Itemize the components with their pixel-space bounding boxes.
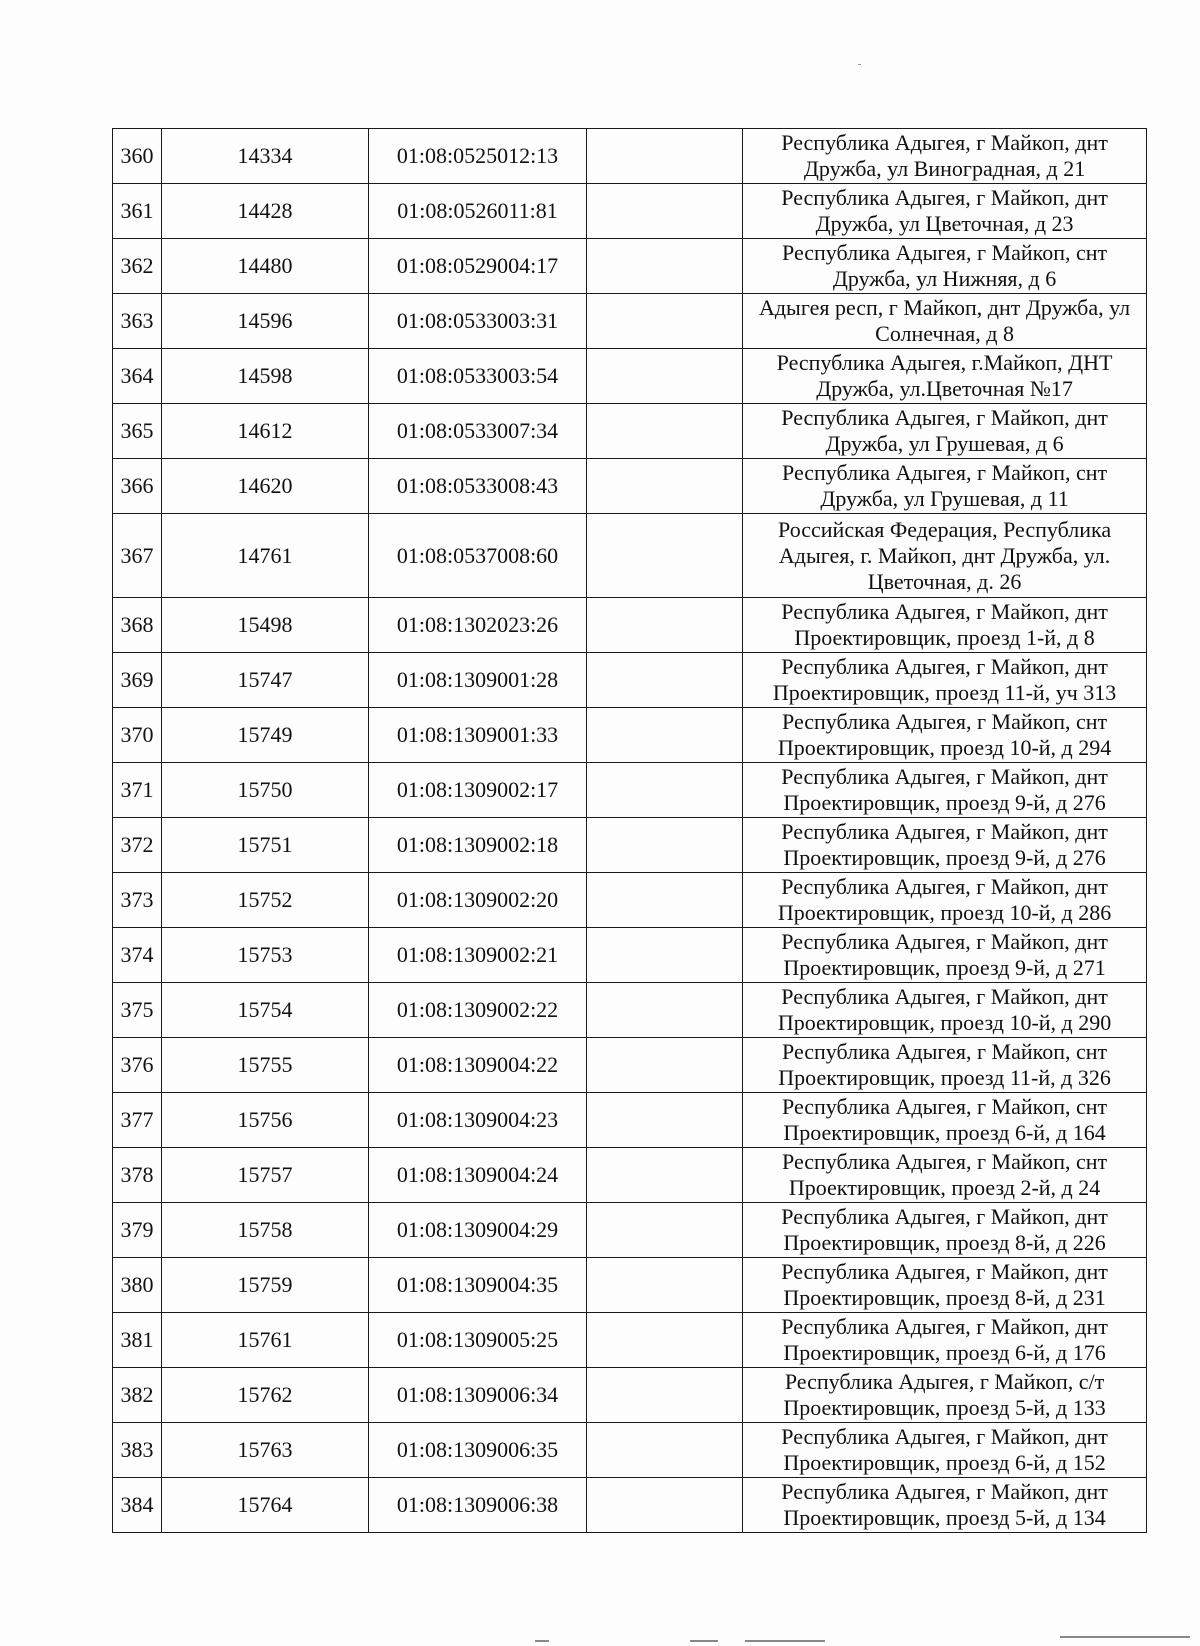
row-number-cell: 371: [113, 763, 162, 818]
record-id-cell: 15761: [161, 1313, 368, 1368]
address-cell: Республика Адыгея, г Майкоп, днт Дружба, ул Грушевая, д 6: [743, 404, 1147, 459]
records-table: [112, 128, 1147, 1533]
record-id-cell: 15758: [161, 1203, 368, 1258]
record-id-cell: 15755: [161, 1038, 368, 1093]
table-row: [113, 983, 1147, 1038]
address-cell: Республика Адыгея, г Майкоп, днт Проектировщик, проезд 9-й, д 276: [743, 763, 1147, 818]
address-cell: Республика Адыгея, г Майкоп, днт Дружба, ул Цветочная, д 23: [743, 184, 1147, 239]
cadastral-number-cell: 01:08:1309002:18: [369, 818, 587, 873]
cadastral-number-cell: 01:08:0533007:34: [369, 404, 587, 459]
row-number-cell: 373: [113, 873, 162, 928]
scan-artifact-dot: [858, 64, 861, 65]
record-id-cell: 15751: [161, 818, 368, 873]
table-row: [113, 459, 1147, 514]
table-row: [113, 1258, 1147, 1313]
empty-cell: [586, 1258, 742, 1313]
scan-artifact-line: [1060, 1636, 1190, 1638]
record-id-cell: 15756: [161, 1093, 368, 1148]
table-row: [113, 349, 1147, 404]
row-number-cell: 374: [113, 928, 162, 983]
record-id-cell: 15762: [161, 1368, 368, 1423]
address-cell: Республика Адыгея, г Майкоп, днт Проектировщик, проезд 10-й, д 290: [743, 983, 1147, 1038]
table-row: [113, 873, 1147, 928]
record-id-cell: 15754: [161, 983, 368, 1038]
record-id-cell: 15498: [161, 598, 368, 653]
cadastral-number-cell: 01:08:0533008:43: [369, 459, 587, 514]
cadastral-number-cell: 01:08:1309005:25: [369, 1313, 587, 1368]
address-cell: Республика Адыгея, г Майкоп, снт Проектировщик, проезд 11-й, д 326: [743, 1038, 1147, 1093]
empty-cell: [586, 983, 742, 1038]
table-row: [113, 404, 1147, 459]
row-number-cell: 383: [113, 1423, 162, 1478]
record-id-cell: 15763: [161, 1423, 368, 1478]
table-row: [113, 1148, 1147, 1203]
address-cell: Республика Адыгея, г Майкоп, днт Проектировщик, проезд 9-й, д 276: [743, 818, 1147, 873]
scan-artifact-line: [690, 1640, 718, 1642]
cadastral-number-cell: 01:08:1309006:35: [369, 1423, 587, 1478]
address-cell: Республика Адыгея, г Майкоп, днт Проектировщик, проезд 9-й, д 271: [743, 928, 1147, 983]
empty-cell: [586, 129, 742, 184]
table-row: [113, 294, 1147, 349]
address-cell: Республика Адыгея, г Майкоп, с/т Проектировщик, проезд 5-й, д 133: [743, 1368, 1147, 1423]
row-number-cell: 372: [113, 818, 162, 873]
record-id-cell: 14761: [161, 514, 368, 598]
empty-cell: [586, 873, 742, 928]
table-row: [113, 514, 1147, 598]
address-cell: Республика Адыгея, г Майкоп, снт Дружба, ул Грушевая, д 11: [743, 459, 1147, 514]
empty-cell: [586, 404, 742, 459]
cadastral-number-cell: 01:08:1309001:28: [369, 653, 587, 708]
table-row: [113, 763, 1147, 818]
cadastral-number-cell: 01:08:1309004:23: [369, 1093, 587, 1148]
row-number-cell: 361: [113, 184, 162, 239]
table-row: [113, 1368, 1147, 1423]
table-row: [113, 1423, 1147, 1478]
record-id-cell: 14612: [161, 404, 368, 459]
scan-artifact-line: [745, 1640, 825, 1642]
record-id-cell: 14480: [161, 239, 368, 294]
empty-cell: [586, 184, 742, 239]
empty-cell: [586, 1313, 742, 1368]
record-id-cell: 15750: [161, 763, 368, 818]
empty-cell: [586, 1148, 742, 1203]
record-id-cell: 15757: [161, 1148, 368, 1203]
cadastral-number-cell: 01:08:1309001:33: [369, 708, 587, 763]
cadastral-number-cell: 01:08:1309006:38: [369, 1478, 587, 1533]
empty-cell: [586, 598, 742, 653]
address-cell: Республика Адыгея, г Майкоп, днт Проектировщик, проезд 5-й, д 134: [743, 1478, 1147, 1533]
record-id-cell: 15759: [161, 1258, 368, 1313]
table-row: [113, 1203, 1147, 1258]
empty-cell: [586, 763, 742, 818]
empty-cell: [586, 294, 742, 349]
table-row: [113, 1038, 1147, 1093]
record-id-cell: 15749: [161, 708, 368, 763]
cadastral-number-cell: 01:08:0533003:31: [369, 294, 587, 349]
cadastral-number-cell: 01:08:0537008:60: [369, 514, 587, 598]
empty-cell: [586, 1093, 742, 1148]
table-row: [113, 184, 1147, 239]
address-cell: Республика Адыгея, г Майкоп, днт Дружба, ул Виноградная, д 21: [743, 129, 1147, 184]
row-number-cell: 377: [113, 1093, 162, 1148]
cadastral-number-cell: 01:08:0533003:54: [369, 349, 587, 404]
empty-cell: [586, 708, 742, 763]
row-number-cell: 366: [113, 459, 162, 514]
address-cell: Республика Адыгея, г Майкоп, снт Дружба, ул Нижняя, д 6: [743, 239, 1147, 294]
empty-cell: [586, 928, 742, 983]
row-number-cell: 376: [113, 1038, 162, 1093]
address-cell: Республика Адыгея, г Майкоп, днт Проектировщик, проезд 6-й, д 152: [743, 1423, 1147, 1478]
cadastral-number-cell: 01:08:0526011:81: [369, 184, 587, 239]
records-table-body: [113, 129, 1147, 1533]
cadastral-number-cell: 01:08:0529004:17: [369, 239, 587, 294]
table-row: [113, 708, 1147, 763]
cadastral-number-cell: 01:08:1302023:26: [369, 598, 587, 653]
cadastral-number-cell: 01:08:1309002:22: [369, 983, 587, 1038]
cadastral-number-cell: 01:08:1309004:24: [369, 1148, 587, 1203]
table-row: [113, 653, 1147, 708]
record-id-cell: 14596: [161, 294, 368, 349]
address-cell: Республика Адыгея, г Майкоп, днт Проектировщик, проезд 8-й, д 231: [743, 1258, 1147, 1313]
empty-cell: [586, 239, 742, 294]
row-number-cell: 368: [113, 598, 162, 653]
address-cell: Республика Адыгея, г Майкоп, снт Проектировщик, проезд 10-й, д 294: [743, 708, 1147, 763]
empty-cell: [586, 1203, 742, 1258]
row-number-cell: 375: [113, 983, 162, 1038]
record-id-cell: 15747: [161, 653, 368, 708]
table-row: [113, 1093, 1147, 1148]
cadastral-number-cell: 01:08:1309002:21: [369, 928, 587, 983]
empty-cell: [586, 1368, 742, 1423]
address-cell: Республика Адыгея, г Майкоп, днт Проектировщик, проезд 6-й, д 176: [743, 1313, 1147, 1368]
address-cell: Республика Адыгея, г Майкоп, днт Проектировщик, проезд 1-й, д 8: [743, 598, 1147, 653]
row-number-cell: 382: [113, 1368, 162, 1423]
address-cell: Адыгея респ, г Майкоп, днт Дружба, ул Солнечная, д 8: [743, 294, 1147, 349]
cadastral-number-cell: 01:08:0525012:13: [369, 129, 587, 184]
row-number-cell: 384: [113, 1478, 162, 1533]
row-number-cell: 379: [113, 1203, 162, 1258]
table-row: [113, 129, 1147, 184]
cadastral-number-cell: 01:08:1309002:17: [369, 763, 587, 818]
row-number-cell: 362: [113, 239, 162, 294]
cadastral-number-cell: 01:08:1309004:22: [369, 1038, 587, 1093]
table-row: [113, 239, 1147, 294]
address-cell: Российская Федерация, Республика Адыгея, г. Майкоп, днт Дружба, ул. Цветочная, д. 26: [743, 514, 1147, 598]
address-cell: Республика Адыгея, г Майкоп, днт Проектировщик, проезд 8-й, д 226: [743, 1203, 1147, 1258]
empty-cell: [586, 818, 742, 873]
row-number-cell: 369: [113, 653, 162, 708]
record-id-cell: 14428: [161, 184, 368, 239]
record-id-cell: 15752: [161, 873, 368, 928]
cadastral-number-cell: 01:08:1309006:34: [369, 1368, 587, 1423]
record-id-cell: 14620: [161, 459, 368, 514]
address-cell: Республика Адыгея, г Майкоп, днт Проектировщик, проезд 10-й, д 286: [743, 873, 1147, 928]
row-number-cell: 363: [113, 294, 162, 349]
table-row: [113, 1313, 1147, 1368]
record-id-cell: 14334: [161, 129, 368, 184]
row-number-cell: 367: [113, 514, 162, 598]
address-cell: Республика Адыгея, г Майкоп, днт Проектировщик, проезд 11-й, уч 313: [743, 653, 1147, 708]
row-number-cell: 380: [113, 1258, 162, 1313]
row-number-cell: 378: [113, 1148, 162, 1203]
address-cell: Республика Адыгея, г.Майкоп, ДНТ Дружба, ул.Цветочная №17: [743, 349, 1147, 404]
record-id-cell: 15764: [161, 1478, 368, 1533]
empty-cell: [586, 1478, 742, 1533]
cadastral-number-cell: 01:08:1309004:35: [369, 1258, 587, 1313]
row-number-cell: 365: [113, 404, 162, 459]
address-cell: Республика Адыгея, г Майкоп, снт Проектировщик, проезд 6-й, д 164: [743, 1093, 1147, 1148]
empty-cell: [586, 1423, 742, 1478]
table-row: [113, 818, 1147, 873]
row-number-cell: 370: [113, 708, 162, 763]
row-number-cell: 364: [113, 349, 162, 404]
table-row: [113, 928, 1147, 983]
address-cell: Республика Адыгея, г Майкоп, снт Проектировщик, проезд 2-й, д 24: [743, 1148, 1147, 1203]
scan-artifact-line: [535, 1640, 549, 1642]
table-row: [113, 1478, 1147, 1533]
empty-cell: [586, 514, 742, 598]
record-id-cell: 14598: [161, 349, 368, 404]
row-number-cell: 381: [113, 1313, 162, 1368]
empty-cell: [586, 653, 742, 708]
table-row: [113, 598, 1147, 653]
empty-cell: [586, 349, 742, 404]
empty-cell: [586, 1038, 742, 1093]
empty-cell: [586, 459, 742, 514]
record-id-cell: 15753: [161, 928, 368, 983]
cadastral-number-cell: 01:08:1309004:29: [369, 1203, 587, 1258]
row-number-cell: 360: [113, 129, 162, 184]
cadastral-number-cell: 01:08:1309002:20: [369, 873, 587, 928]
